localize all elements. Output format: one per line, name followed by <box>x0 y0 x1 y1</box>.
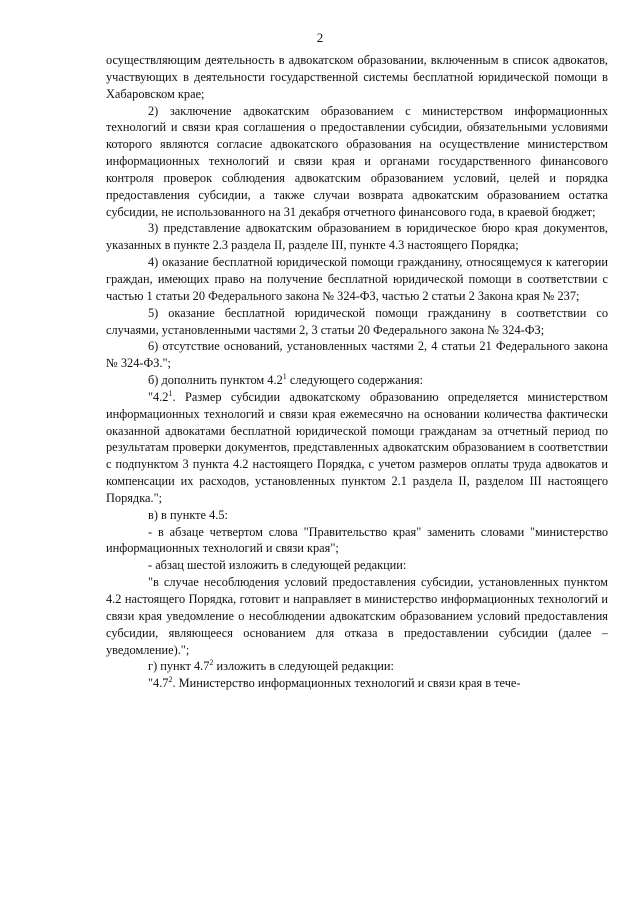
paragraph <box>106 52 608 103</box>
paragraph-text: осуществляющим деятельность в адвокатском образовании, включенным в список адвокатов, участвующих в деятельности государственной системы бесплатной юридической помощи в Хабаровском крае; <box>106 53 608 101</box>
paragraph <box>106 507 608 524</box>
paragraph <box>106 675 608 692</box>
paragraph-text: "4.2 <box>148 389 169 404</box>
superscript: 1 <box>282 371 287 381</box>
paragraph-text: "в случае несоблюдения условий предоставления субсидии, установленных пунктом 4.2 настоящего Порядка, готовит и направляет в министерство информационных технологий и связи края уведомление о несоблюдении адвокатским образованием условий предоставления субсидии, являющееся основанием для отказа в предоставлении субсидии (далее – уведомление)."; <box>106 575 608 657</box>
paragraph-text: 2) заключение адвокатским образованием с министерством информационных технологий и связи края соглашения о предоставлении субсидии, обязательными условиями которого являются согласие адвокатского образования на осуществление министерством информационных технологий и связи края и органами государственного финансового контроля проверок соблюдения адвокатским образованием условий, целей и порядка предоставления субсидии, а также случаи возврата адвокатским образованием остатка субсидии, не использованного на 31 декабря отчетного финансового года, в краевой бюджет; <box>106 103 608 219</box>
paragraph-text: - абзац шестой изложить в следующей редакции: <box>148 558 407 573</box>
paragraph <box>106 254 608 305</box>
paragraph-text: . Размер субсидии адвокатскому образованию определяется министерством информационных технологий и связи края ежемесячно на основании количества фактически оказанной адвокатами бесплатной юридической помощи гражданам за отчетный период по результатам проверки документов, представленных адвокатским образованием в соответствии с подпунктом 3 пункта 4.2 настоящего Порядка, с учетом размеров оплаты труда адвокатов и компенсации их расходов, установленных пунктом 2.1 раздела II, разделом III настоящего Порядка."; <box>106 389 608 505</box>
paragraph-text: 5) оказание бесплатной юридической помощи гражданину в соответствии со случаями, установленными частями 2, 3 статьи 20 Федерального закона № 324-ФЗ; <box>106 305 608 337</box>
paragraph <box>106 305 608 339</box>
paragraph <box>106 389 608 507</box>
paragraph-text: 6) отсутствие оснований, установленных частями 2, 4 статьи 21 Федерального закона № 324-ФЗ."; <box>106 339 608 371</box>
paragraph <box>106 220 608 254</box>
paragraph-text: "4.7 <box>148 676 169 691</box>
paragraph-text: . Министерство информационных технологий и связи края в тече- <box>172 676 521 691</box>
paragraph-text: в) в пункте 4.5: <box>148 507 228 522</box>
paragraph <box>106 372 608 389</box>
paragraph <box>106 338 608 372</box>
superscript: 2 <box>168 675 173 685</box>
paragraph-text: изложить в следующей редакции: <box>213 659 394 674</box>
paragraph <box>106 574 608 658</box>
paragraph <box>106 557 608 574</box>
paragraph <box>106 524 608 558</box>
superscript: 1 <box>168 388 173 398</box>
paragraph-text: 4) оказание бесплатной юридической помощи гражданину, относящемуся к категории граждан, имеющих право на получение бесплатной юридической помощи в соответствии с частью 1 статьи 20 Федерального закона № 324-ФЗ, частью 2 статьи 2 Закона края № 237; <box>106 255 608 303</box>
paragraph <box>106 103 608 221</box>
document-body <box>106 52 608 692</box>
paragraph <box>106 658 608 675</box>
paragraph-text: - в абзаце четвертом слова "Правительство края" заменить словами "министерство информационных технологий и связи края"; <box>106 524 608 556</box>
paragraph-text: б) дополнить пунктом 4.2 <box>148 373 283 388</box>
paragraph-text: 3) представление адвокатским образованием в юридическое бюро края документов, указанных в пункте 2.3 раздела II, разделе III, пункте 4.3 настоящего Порядка; <box>106 221 608 253</box>
page-number: 2 <box>316 30 324 45</box>
paragraph-text: г) пункт 4.7 <box>148 659 210 674</box>
paragraph-text: следующего содержания: <box>286 373 424 388</box>
superscript: 2 <box>209 658 214 668</box>
